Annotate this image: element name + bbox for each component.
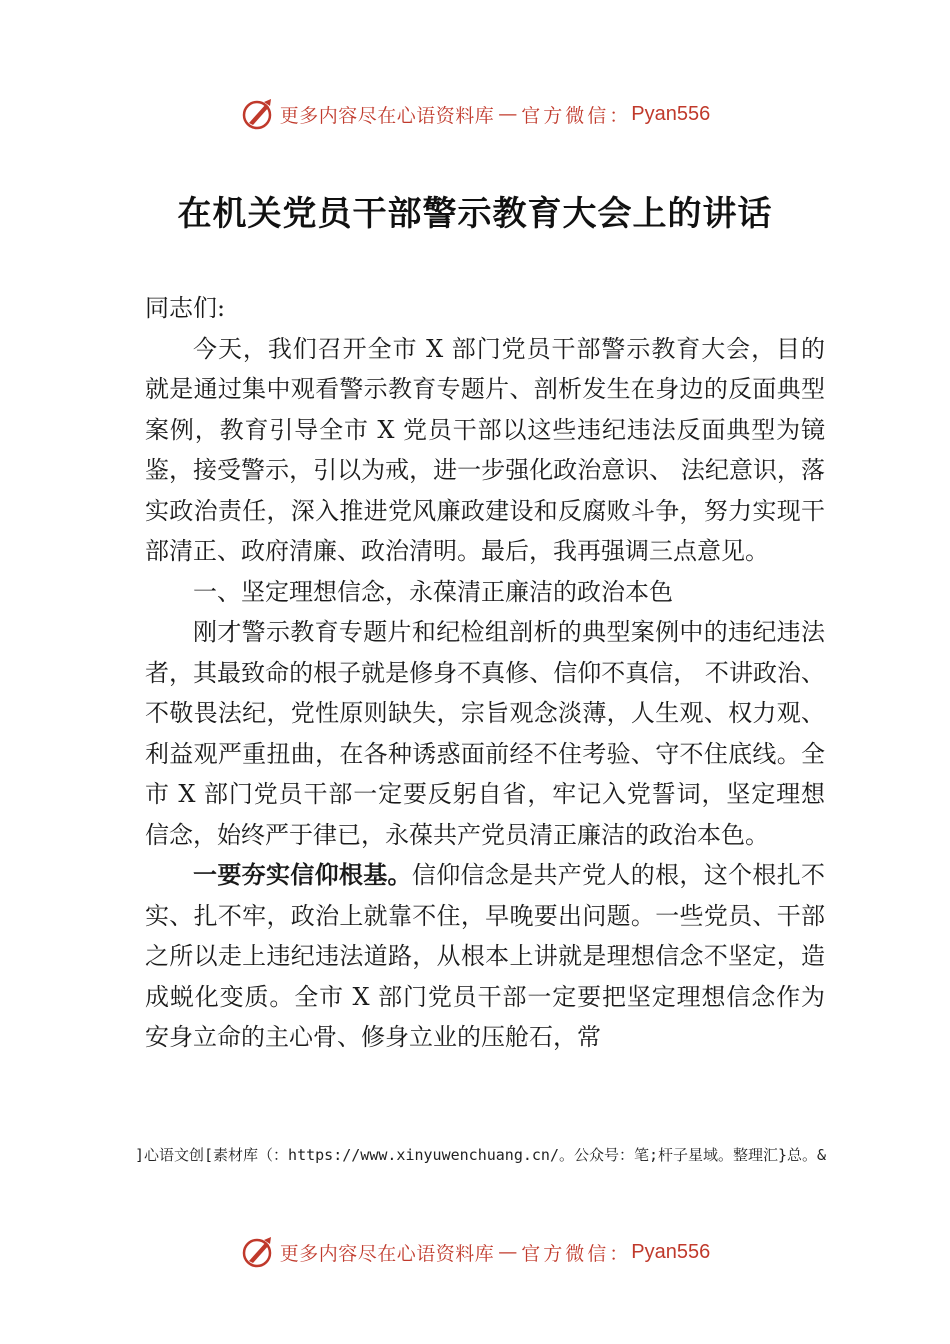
point-1-heading: 一要夯实信仰根基。 bbox=[193, 861, 412, 889]
banner-wechat-label: 官方微信： bbox=[521, 104, 632, 127]
document-title: 在机关党员干部警示教育大会上的讲话 bbox=[177, 194, 773, 234]
quill-logo-icon bbox=[240, 96, 276, 132]
paragraph-intro: 今天，我们召开全市 X 部门党员干部警示教育大会，目的就是通过集中观看警示教育专题片、剖析发生在身边的反面典型案例，教育引导全市 X 党员干部以这些违纪违法反面典型为镜鉴，接受警示，引以为戒，进一步强化政治意识、 法纪意识，落实政治责任，深入推进党风廉政建设和反腐败斗争，努力实现干部清正、政府清廉、政治清明。最后，我再强调三点意见。 bbox=[145, 334, 825, 565]
quill-logo-icon bbox=[240, 1234, 276, 1270]
banner-wechat-label: 官方微信： bbox=[521, 1242, 632, 1265]
point-1-text: 信仰信念是共产党人的根，这个根扎不实、扎不牢，政治上就靠不住，早晚要出问题。一些党员、干部之所以走上违纪违法道路，从根本上讲就是理想信念不坚定，造成蜕化变质。全市 X 部门党员干部一定要把坚定理想信念作为安身立命的主心骨、修身立业的压舱石，常 bbox=[145, 861, 826, 1051]
document-body bbox=[145, 288, 825, 1058]
banner-wechat-id: Pyan556 bbox=[631, 1240, 711, 1263]
section-heading-1: 一、坚定理想信念，永葆清正廉洁的政治本色 bbox=[193, 577, 673, 606]
salutation: 同志们: bbox=[145, 294, 226, 322]
header-banner bbox=[0, 94, 950, 134]
source-footnote: ]心语文创[素材库（：https://www.xinyuwenchuang.cn/。公众号：笔;杆子星域。整理汇}总。& bbox=[135, 1146, 827, 1164]
footer-banner bbox=[0, 1232, 950, 1272]
banner-wechat-id: Pyan556 bbox=[631, 102, 711, 125]
banner-separator: — bbox=[498, 103, 518, 125]
paragraph-section-1: 刚才警示教育专题片和纪检组剖析的典型案例中的违纪违法者，其最致命的根子就是修身不真修、信仰不真信， 不讲政治、不敬畏法纪，党性原则缺失，宗旨观念淡薄，人生观、权力观、利益观严重扭曲，在各种诱惑面前经不住考验、守不住底线。全市 X 部门党员干部一定要反躬自省，牢记入党誓词，坚定理想信念，始终严于律已，永葆共产党员清正廉洁的政治本色。 bbox=[145, 618, 825, 849]
banner-text: 更多内容尽在心语资料库 bbox=[279, 104, 495, 127]
banner-text: 更多内容尽在心语资料库 bbox=[279, 1242, 495, 1265]
paragraph-point-1 bbox=[145, 855, 825, 1058]
banner-separator: — bbox=[498, 1241, 518, 1263]
